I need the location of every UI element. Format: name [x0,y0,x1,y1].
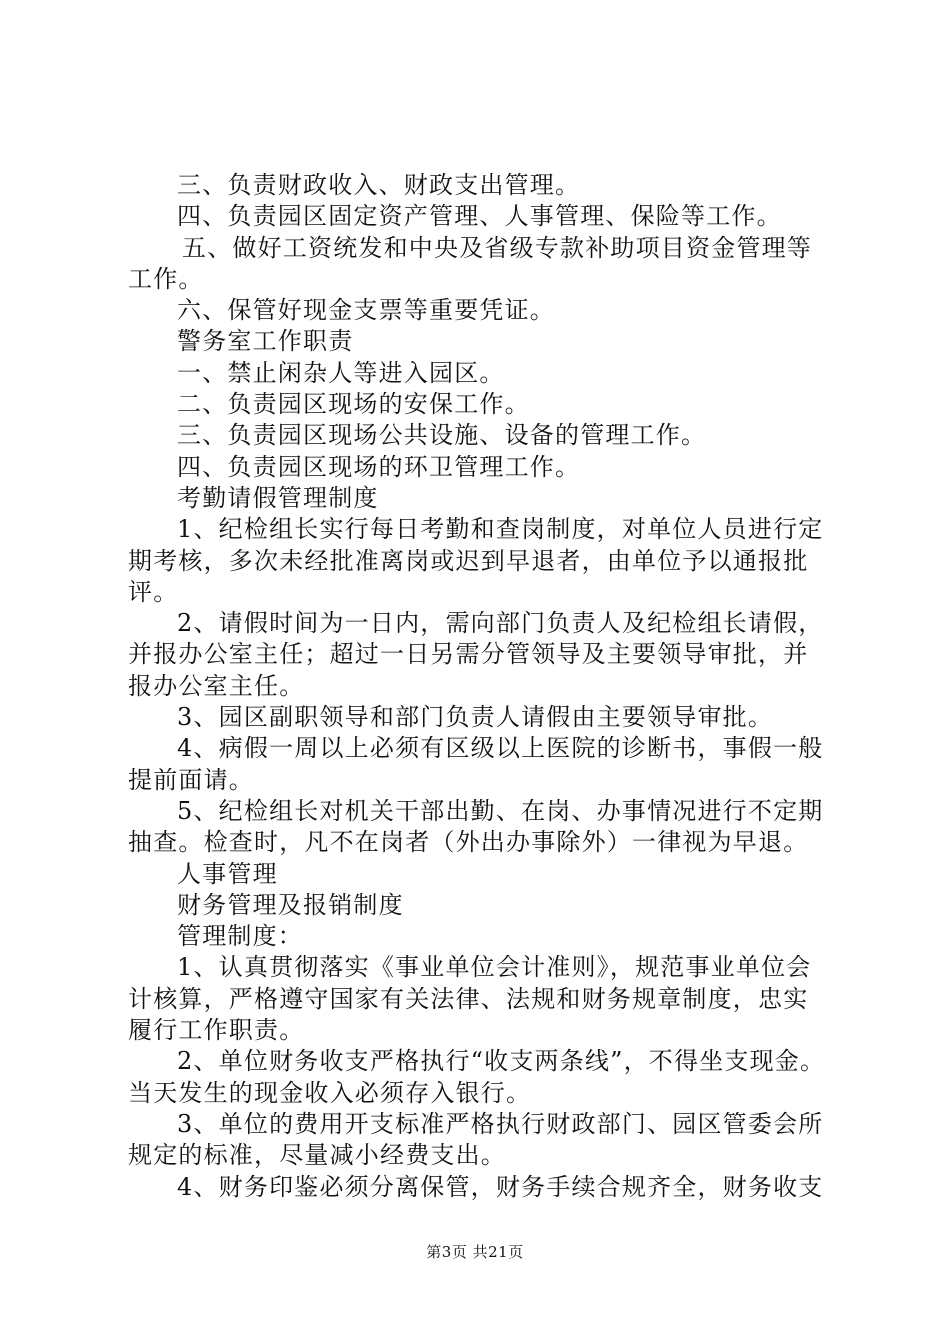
paragraph-line: 二、负责园区现场的安保工作。 [177,390,530,419]
paragraph-line: 评。 [128,577,179,606]
paragraph-line: 抽查。检查时，凡不在岗者（外出办事除外）一律视为早退。 [128,828,809,857]
paragraph-line: 当天发生的现金收入必须存入银行。 [128,1078,532,1107]
section-heading: 财务管理及报销制度 [177,890,404,919]
paragraph-line: 1、纪检组长实行每日考勤和查岗制度，对单位人员进行定 [177,515,824,544]
paragraph-line: 计核算，严格遵守国家有关法律、法规和财务规章制度，忠实 [128,984,809,1013]
paragraph-line: 六、保管好现金支票等重要凭证。 [177,296,555,325]
paragraph-line: 并报办公室主任；超过一日另需分管领导及主要领导审批，并 [128,640,809,669]
paragraph-line: 3、园区副职领导和部门负责人请假由主要领导审批。 [177,703,774,732]
paragraph-line: 2、请假时间为一日内，需向部门负责人及纪检组长请假， [177,609,824,638]
section-heading: 人事管理 [177,859,278,888]
paragraph-line: 履行工作职责。 [128,1016,305,1045]
section-heading: 管理制度： [177,922,303,951]
paragraph-line: 一、禁止闲杂人等进入园区。 [177,358,505,387]
paragraph-line: 1、认真贯彻落实《事业单位会计准则》，规范事业单位会 [177,953,812,982]
paragraph-line: 工作。 [128,264,204,293]
paragraph-line: 4、财务印鉴必须分离保管，财务手续合规齐全，财务收支 [177,1172,824,1201]
paragraph-line: 提前面请。 [128,765,254,794]
section-heading: 警务室工作职责 [177,327,354,356]
paragraph-line: 期考核，多次未经批准离岗或迟到早退者，由单位予以通报批 [128,546,809,575]
paragraph-line: 5、纪检组长对机关干部出勤、在岗、办事情况进行不定期 [177,796,824,825]
page-number-footer: 第3页 共21页 [426,1243,524,1261]
paragraph-line: 4、病假一周以上必须有区级以上医院的诊断书，事假一般 [177,734,824,763]
paragraph-line: 五、做好工资统发和中央及省级专款补助项目资金管理等 [182,233,812,262]
section-heading: 考勤请假管理制度 [177,483,379,512]
paragraph-line: 2、单位财务收支严格执行“收支两条线”，不得坐支现金。 [177,1047,826,1076]
paragraph-line: 三、负责财政收入、财政支出管理。 [177,171,581,199]
paragraph-line: 报办公室主任。 [128,671,305,700]
paragraph-line: 规定的标准，尽量减小经费支出。 [128,1141,506,1170]
paragraph-line: 三、负责园区现场公共设施、设备的管理工作。 [177,421,707,450]
document-body [128,170,838,1203]
paragraph-line: 3、单位的费用开支标准严格执行财政部门、园区管委会所 [177,1109,824,1138]
paragraph-line: 四、负责园区固定资产管理、人事管理、保险等工作。 [177,202,782,231]
paragraph-line: 四、负责园区现场的环卫管理工作。 [177,452,581,481]
